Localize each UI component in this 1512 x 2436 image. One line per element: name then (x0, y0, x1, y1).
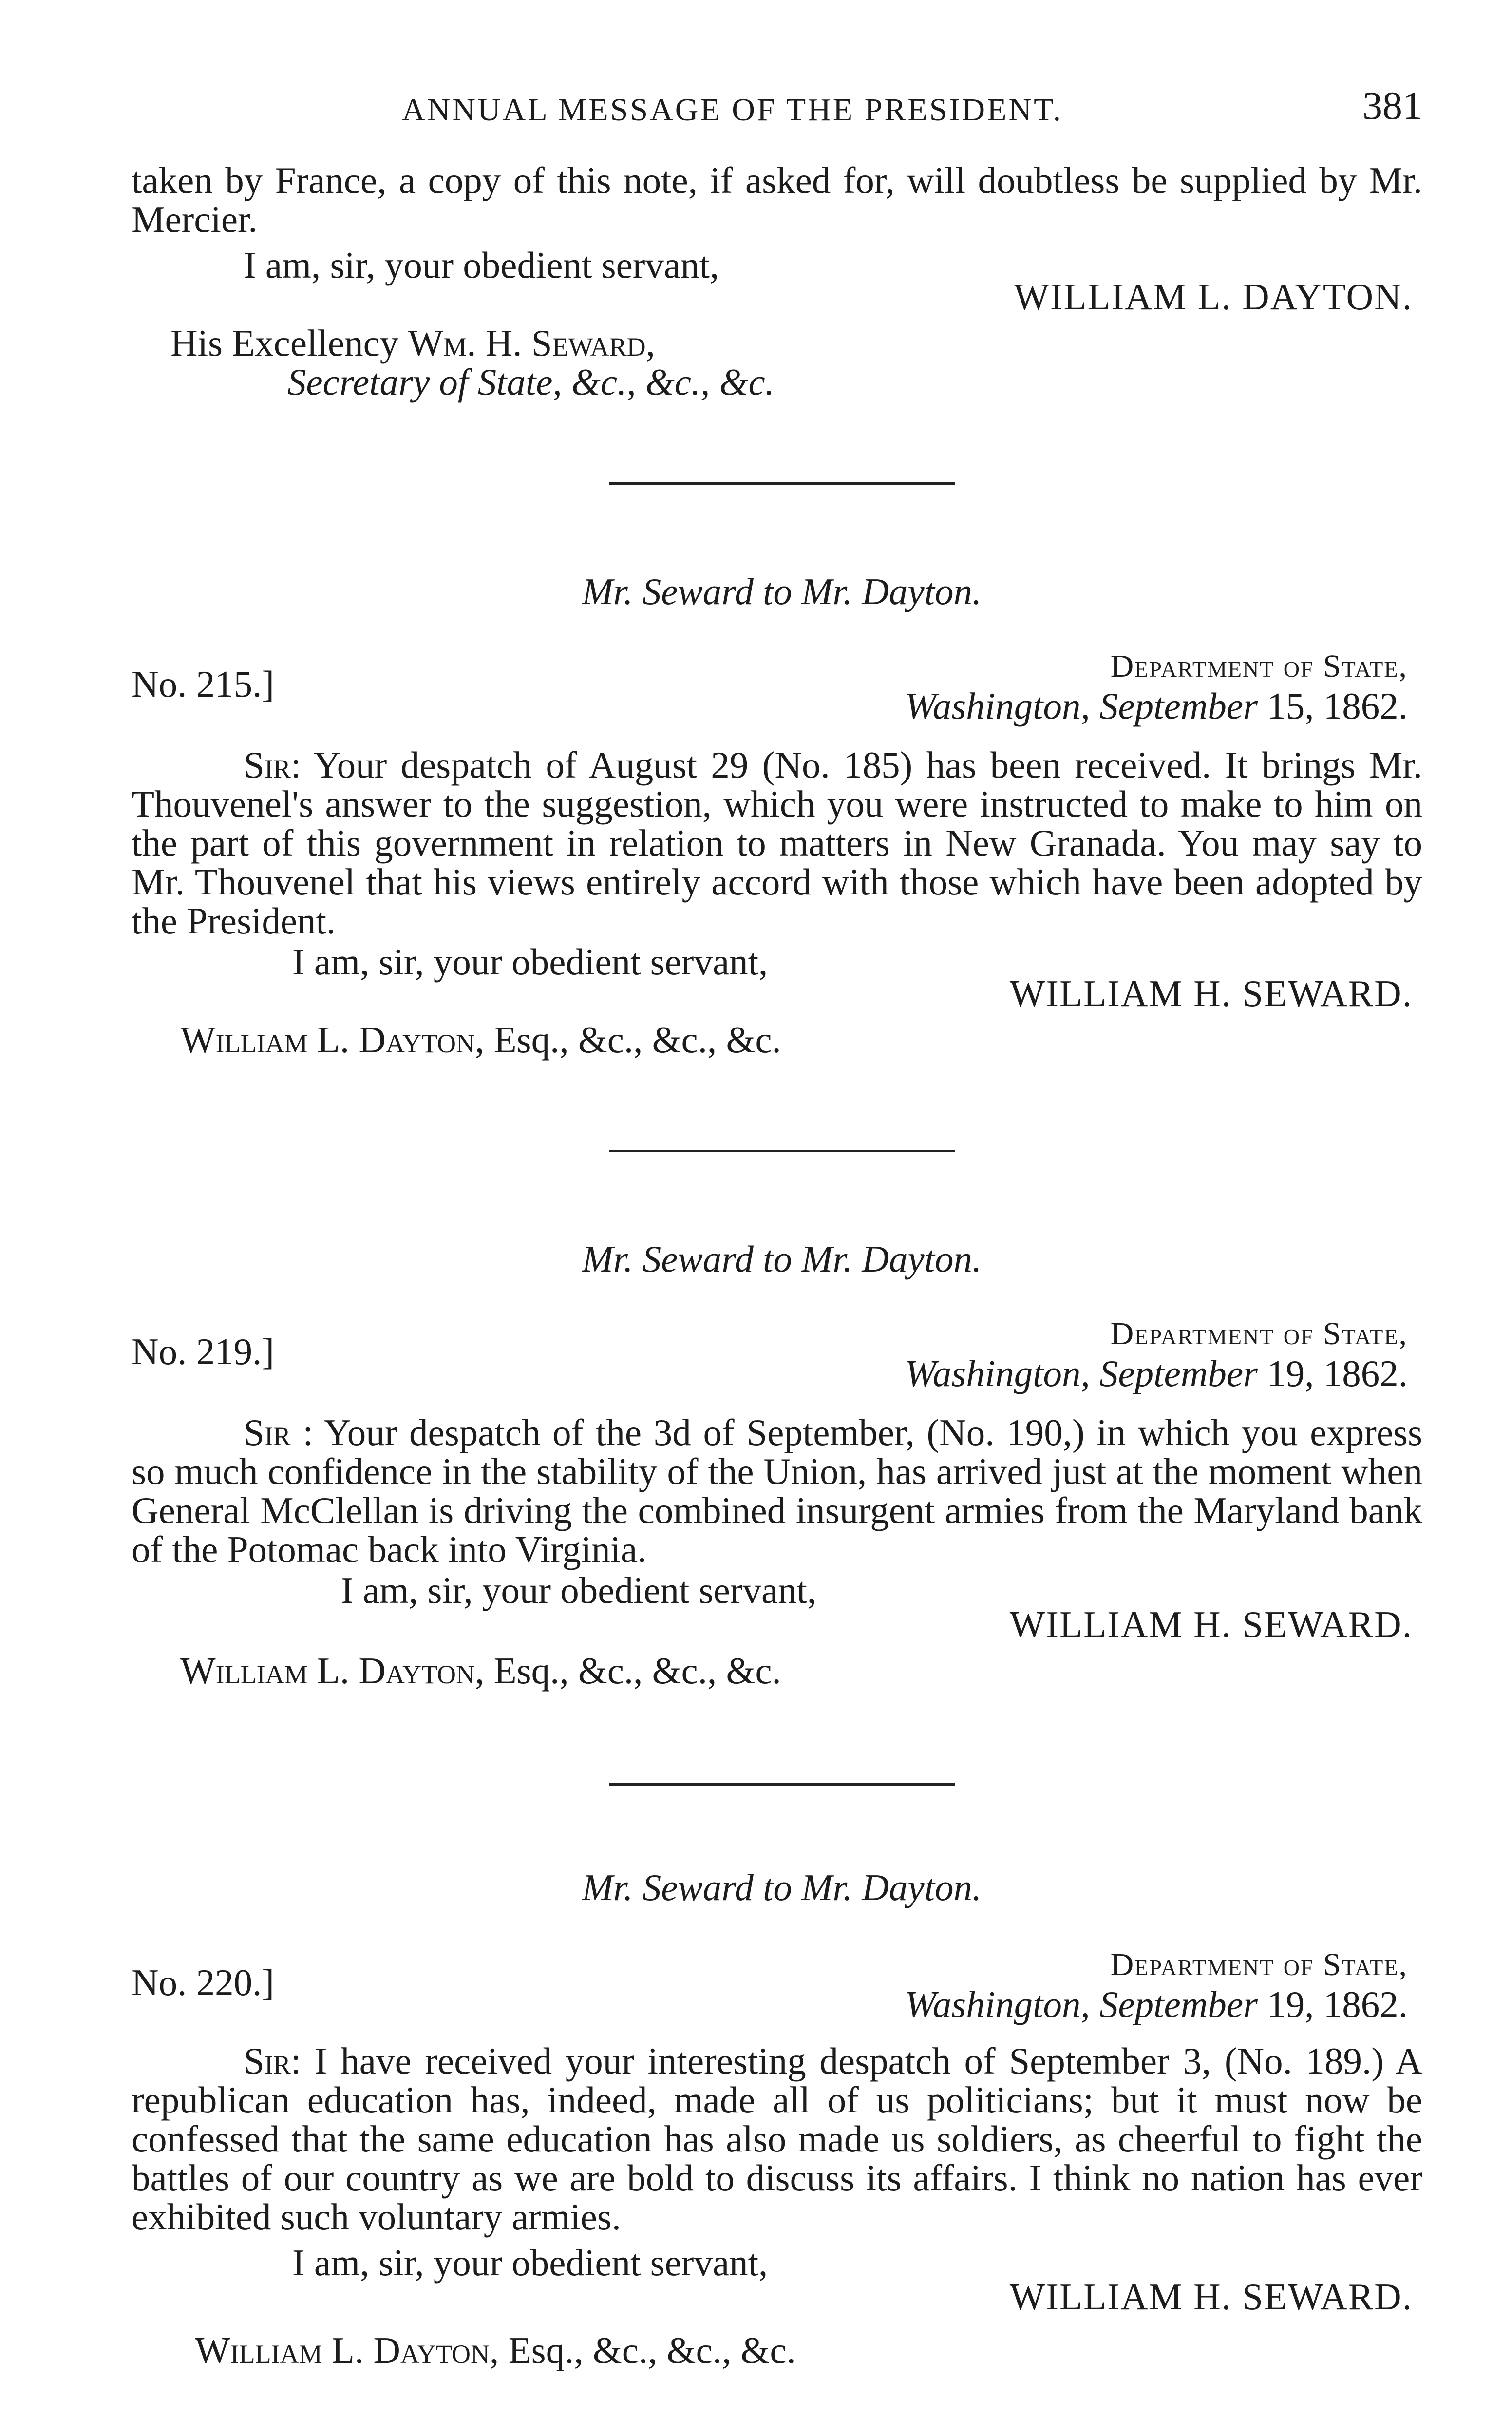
addressee-name: William L. Dayton, (195, 2329, 499, 2371)
letter-closing: I am, sir, your obedient servant, (292, 941, 768, 983)
addressee-prefix: His Excellency (170, 322, 408, 364)
salutation: Sir : (244, 1411, 313, 1453)
dateline-place: Washington, September (905, 1352, 1258, 1394)
letter-heading: Mr. Seward to Mr. Dayton. (582, 1866, 982, 1908)
dateline-place: Washington, September (905, 1983, 1258, 2025)
addressee-name: Wm. H. Seward, (408, 322, 655, 364)
letter-closing: I am, sir, your obedient servant, (292, 2242, 768, 2284)
letter-addressee (195, 2329, 796, 2372)
dateline-place: Washington, September (905, 685, 1258, 727)
letter-body (132, 2041, 1422, 2236)
continuation-closing: I am, sir, your obedient servant, (244, 244, 719, 286)
dateline-date: 19, 1862. (1258, 1352, 1408, 1394)
letter-addressee (180, 1649, 781, 1693)
letter-body (132, 1413, 1422, 1569)
letter-dateline (905, 685, 1408, 728)
letter-body (132, 745, 1422, 940)
letter-department: Department of State, (1110, 1947, 1408, 1982)
salutation: Sir: (244, 744, 302, 786)
continuation-paragraph: taken by France, a copy of this note, if asked for, will doubtless be supplied by Mr. Mercier. (132, 159, 1422, 240)
letter-department: Department of State, (1110, 648, 1408, 684)
letter-body-text: I have received your interesting despatch of September 3, (No. 189.) A republican education has, indeed, made all of us politicians; but it must now be confessed that the same education has also made us soldiers, as cheerful to fight the battles of our country as we are bold to discuss its affairs. I think no nation has ever exhibited such voluntary armies. (132, 2040, 1422, 2238)
letter-heading: Mr. Seward to Mr. Dayton. (582, 571, 982, 612)
letter-number: No. 219.] (132, 1331, 274, 1372)
letter-department: Department of State, (1110, 1316, 1408, 1351)
letter-closing: I am, sir, your obedient servant, (341, 1569, 817, 1611)
dateline-date: 15, 1862. (1258, 685, 1408, 727)
addressee-rest: Esq., &c., &c., &c. (499, 2329, 796, 2371)
continuation-signer: WILLIAM L. DAYTON. (1014, 276, 1413, 318)
continuation-addressee (170, 322, 655, 365)
letter-heading: Mr. Seward to Mr. Dayton. (582, 1238, 982, 1280)
letter-signer: WILLIAM H. SEWARD. (1009, 2276, 1413, 2318)
letter-signer: WILLIAM H. SEWARD. (1009, 972, 1413, 1014)
document-page (132, 63, 1432, 2402)
section-divider (609, 482, 955, 485)
salutation: Sir: (244, 2040, 302, 2082)
letter-body-text: Your despatch of August 29 (No. 185) has been received. It brings Mr. Thouvenel's answer to the suggestion, which you were instructed to make to him on the part of this government in relation to matters in New Granada. You may say to Mr. Thouvenel that his views entirely accord with those which have been adopted by the President. (132, 744, 1422, 942)
section-divider (609, 1150, 955, 1152)
addressee-name: William L. Dayton, (180, 1019, 485, 1061)
letter-number: No. 215.] (132, 663, 274, 705)
page-number: 381 (1362, 83, 1422, 128)
letter-signer: WILLIAM H. SEWARD. (1009, 1603, 1413, 1645)
dateline-date: 19, 1862. (1258, 1983, 1408, 2025)
addressee-rest: Esq., &c., &c., &c. (484, 1650, 781, 1692)
letter-addressee (180, 1018, 781, 1062)
letter-dateline (905, 1983, 1408, 2026)
addressee-rest: Esq., &c., &c., &c. (484, 1019, 781, 1061)
letter-number: No. 220.] (132, 1961, 274, 2003)
running-title: ANNUAL MESSAGE OF THE PRESIDENT. (402, 92, 1063, 128)
addressee-name: William L. Dayton, (180, 1650, 485, 1692)
letter-dateline (905, 1352, 1408, 1395)
letter-body-text: Your despatch of the 3d of September, (No. 190,) in which you express so much confidence in the stability of the Union, has arrived just at the moment when General McClellan is driving the combined insurgent armies from the Maryland bank of the Potomac back into Virginia. (132, 1411, 1422, 1570)
page-header (132, 83, 1432, 136)
section-divider (609, 1783, 955, 1786)
continuation-addressee-title: Secretary of State, &c., &c., &c. (287, 361, 775, 403)
